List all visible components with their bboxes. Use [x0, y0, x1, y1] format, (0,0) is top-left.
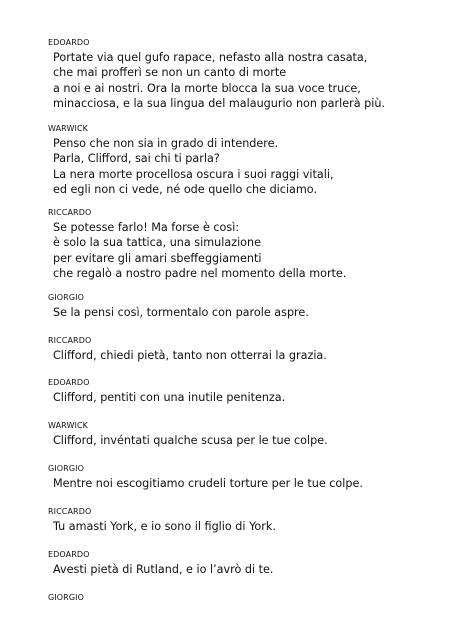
dialogue-lines [48, 50, 438, 111]
speaker-name: RICCARDO [48, 208, 92, 217]
speaker-name: EDOARDO [48, 38, 90, 47]
dialogue-line: che mai profferì se non un canto di morte [53, 66, 287, 80]
dialogue-lines [48, 220, 438, 281]
dialogue-lines [48, 305, 438, 320]
speaker-name: WARWICK [48, 421, 88, 430]
speaker-name: GIORGIO [48, 593, 84, 602]
dialogue-block [48, 124, 438, 197]
dialogue-line: Clifford, chiedi pietà, tanto non otterrai la grazia. [53, 349, 327, 362]
dialogue-block [48, 464, 438, 491]
dialogue-line: Clifford, pentiti con una inutile penitenza. [53, 391, 286, 404]
speaker-name: GIORGIO [48, 293, 84, 302]
dialogue-line: Avesti pietà di Rutland, e io l’avrò di te. [53, 563, 274, 576]
dialogue-line: Parla, Clifford, sai chi ti parla? [53, 152, 220, 166]
dialogue-line: Se potesse farlo! Ma forse è così: [53, 221, 240, 234]
dialogue-block [48, 507, 438, 534]
speaker-name: WARWICK [48, 124, 88, 133]
dialogue-line: Tu amasti York, e io sono il figlio di York. [53, 520, 276, 533]
dialogue-line: minacciosa, e la sua lingua del malaugurio non parlerà più. [53, 96, 385, 110]
dialogue-line: per evitare gli amari sbeffeggiamenti [53, 251, 262, 265]
dialogue-line: a noi e ai nostri. Ora la morte blocca la sua voce truce, [53, 81, 361, 95]
dialogue-block [48, 378, 438, 405]
dialogue-block [48, 38, 438, 111]
dialogue-line: Se la pensi così, tormentalo con parole aspre. [53, 306, 309, 319]
dialogue-block [48, 293, 438, 320]
dialogue-block [48, 550, 438, 577]
dialogue-line: è solo la sua tattica, una simulazione [53, 236, 261, 250]
dialogue-lines [48, 390, 438, 405]
speaker-name: RICCARDO [48, 336, 92, 345]
dialogue-line: che regalò a nostro padre nel momento della morte. [53, 266, 347, 280]
dialogue-lines [48, 136, 438, 197]
speaker-name: GIORGIO [48, 464, 84, 473]
dialogue-line: Clifford, invéntati qualche scusa per le tue colpe. [53, 434, 328, 447]
dialogue-block [48, 421, 438, 448]
dialogue-line: La nera morte procellosa oscura i suoi raggi vitali, [53, 167, 334, 181]
dialogue-block [48, 593, 438, 603]
speaker-name: EDOARDO [48, 550, 90, 559]
dialogue-lines [48, 562, 438, 577]
dialogue-lines [48, 476, 438, 491]
speaker-name: RICCARDO [48, 507, 92, 516]
dialogue-lines [48, 433, 438, 448]
dialogue-line: ed egli non ci vede, né ode quello che diciamo. [53, 182, 318, 196]
dialogue-lines [48, 348, 438, 363]
dialogue-line: Penso che non sia in grado di intendere. [53, 137, 279, 150]
dialogue-line: Mentre noi escogitiamo crudeli torture per le tue colpe. [53, 477, 363, 490]
dialogue-block [48, 336, 438, 363]
dialogue-lines [48, 519, 438, 534]
speaker-name: EDOARDO [48, 378, 90, 387]
dialogue-block [48, 208, 438, 281]
dialogue-line: Portate via quel gufo rapace, nefasto alla nostra casata, [53, 51, 368, 64]
